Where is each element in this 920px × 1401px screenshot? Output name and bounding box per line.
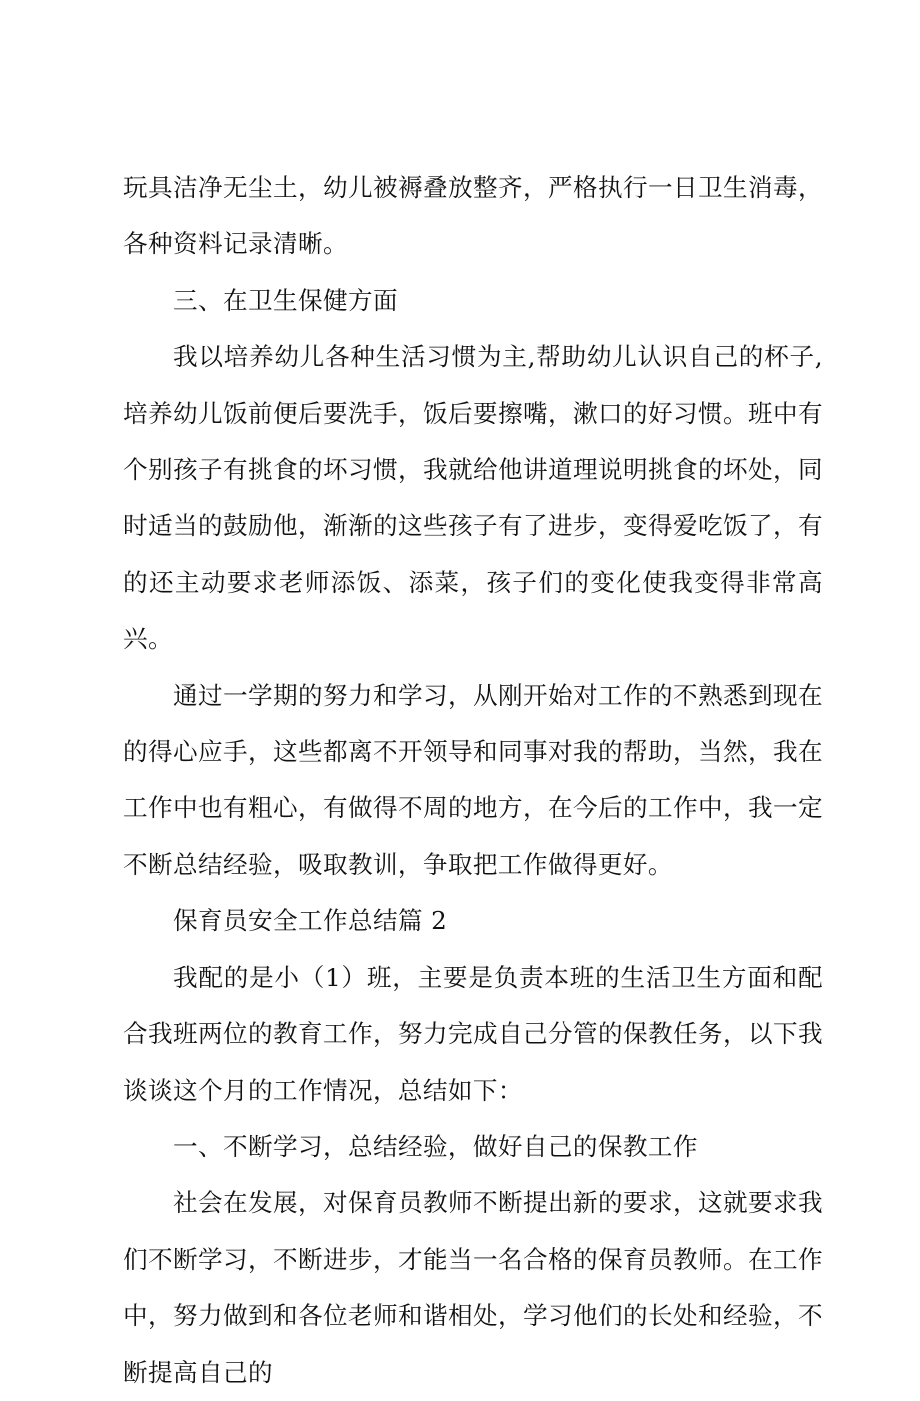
section-heading-health-care: 三、在卫生保健方面 — [173, 285, 398, 315]
article-title-part-2: 保育员安全工作总结篇 2 — [173, 906, 448, 936]
document-body — [123, 160, 823, 1401]
paragraph-society-development: 社会在发展，对保育员教师不断提出新的要求，这就要求我们不断学习，不断进步，才能当一名合格的保育员教师。在工作中，努力做到和各位老师和谐相处，学习他们的长处和经验，不断提高自己的 — [123, 1188, 823, 1387]
paragraph-semester-summary: 通过一学期的努力和学习，从刚开始对工作的不熟悉到现在的得心应手，这些都离不开领导和同事对我的帮助，当然，我在工作中也有粗心，有做得不周的地方，在今后的工作中，我一定不断总结经验，吸取教训，争取把工作做得更好。 — [123, 680, 823, 879]
section-heading-keep-learning: 一、不断学习，总结经验，做好自己的保教工作 — [173, 1131, 698, 1161]
paragraph-class-intro: 我配的是小（1）班，主要是负责本班的生活卫生方面和配合我班两位的教育工作，努力完成自己分管的保教任务，以下我谈谈这个月的工作情况，总结如下： — [123, 962, 823, 1105]
paragraph-hygiene-continued: 玩具洁净无尘土，幼儿被褥叠放整齐，严格执行一日卫生消毒，各种资料记录清晰。 — [123, 173, 823, 259]
paragraph-habits: 我以培养幼儿各种生活习惯为主,帮助幼儿认识自己的杯子,培养幼儿饭前便后要洗手，饭后要擦嘴，漱口的好习惯。班中有个别孩子有挑食的坏习惯，我就给他讲道理说明挑食的坏处，同时适当的鼓励他，渐渐的这些孩子有了进步，变得爱吃饭了，有的还主动要求老师添饭、添菜，孩子们的变化使我变得非常高兴。 — [123, 342, 823, 654]
